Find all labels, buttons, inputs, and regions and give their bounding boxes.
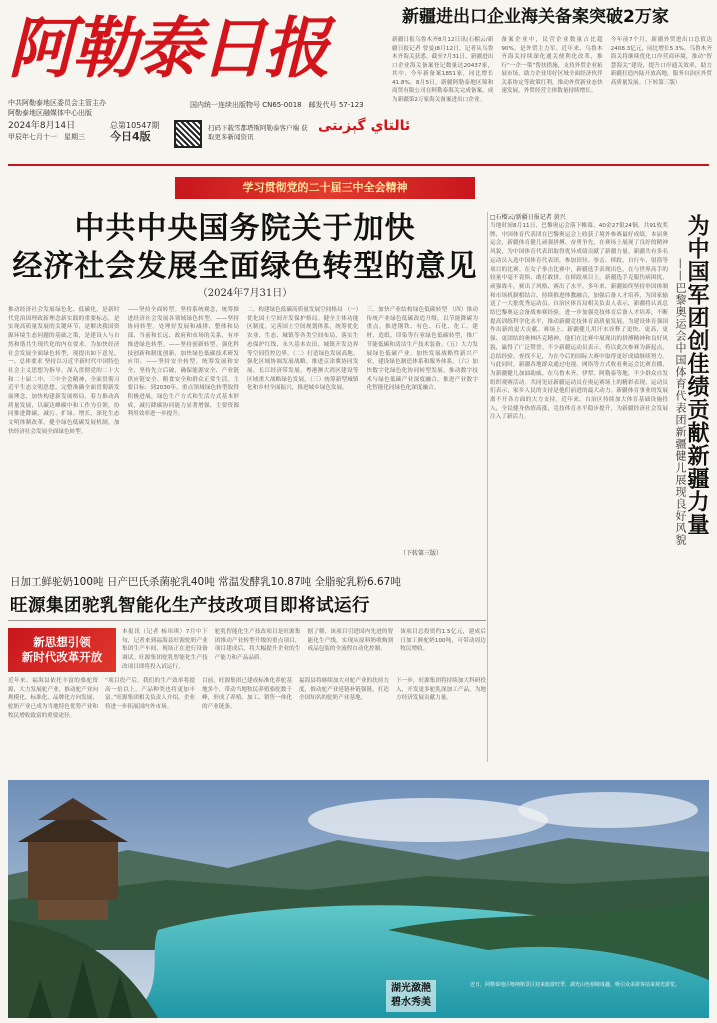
right-story-byline: □石榴云/新疆日报记者 黄兴 — [490, 214, 566, 221]
middle-story-col: 下一步，旺源集团将持续加大科研投入，开发更多驼乳深加工产品，为地方经济发展贡献力量。 — [396, 678, 486, 702]
top-story-col: 备案企业中，民营企业数量占比超90%，是外贸主力军。近年来，乌鲁木齐海关持续深化通关便利化改革，推行“一企一策”帮扶措施，支持外贸企业拓展市场，助力企业用好区域全面经济伙伴关系协定等政策红利，推动外贸新业态快速发展，外贸经营主体数量持续增长。 — [501, 37, 603, 94]
middle-story-col: 近年来，福海县依托丰富的骆驼资源，大力发展驼产业，推动驼产业向规模化、标准化、品牌化方向发展，驼奶产业已成为当地特色优势产业和牧民增收致富的重要途径。 — [8, 678, 98, 719]
right-story-headline[interactable]: 为中国军团创佳绩贡献新疆力量 — [684, 214, 709, 536]
column-divider — [487, 212, 488, 762]
masthead-title: 阿勒泰日报 — [8, 9, 328, 87]
main-headline-line-2: 经济社会发展全面绿色转型的意见 — [12, 249, 478, 284]
cn-number: 国内统一连续出版物号 CN65-0018 邮发代号 57-123 — [190, 101, 364, 109]
continued-note: （下转第三版） — [400, 550, 443, 557]
main-story-col: 推动经济社会发展绿色化、低碳化，是新时代党治国理政新理念新实践的重要标志，是实现高质量发展的关键环节，是解决我国资源环境生态问题的基础之策，是建设人与自然和谐共生现代化的内在要求。为加快经济社会发展全面绿色转型，现提出如下意见。一、总体要求 坚持以习近平新时代中国特色社会主义思想为指导，深入贯彻党的二十大和二十届二中、三中全会精神，全面贯彻习近平生态文明思想，完整准确全面贯彻新发展理念，加快构建新发展格局，着力推动高质量发展，以碳达峰碳中和工作为引领，协同推进降碳、减污、扩绿、增长，深化生态文明体制改革，健全绿色低碳发展机制，加快经济社会发展全面绿色转型。 — [8, 307, 120, 435]
qr-caption: 扫码下载雪都塔斯阿勒泰客户端 获取更多新闻资讯 — [208, 124, 308, 141]
sponsor-line-1: 中共阿勒泰地区委员会主管主办 — [8, 99, 106, 107]
masthead-sponsor — [8, 98, 178, 118]
top-story-col: 新疆日报乌鲁木齐8月12日讯(石榴云/新疆日报记者 曾曼)8月12日，记者从乌鲁木齐海关获悉，截至7月31日，新疆进出口企业海关备案登记数量达20437家，其中，今年新备案1851家，同比增长41.8%。8月5日，新疆阿勒泰地区锦和商贸有限公司在阿勒泰海关完成备案，成为新疆第2万家海关备案进出口企业。 — [392, 37, 494, 103]
issue-total: 总第10547期 — [110, 121, 160, 130]
photo-caption-line-1: 湖光潋滟 — [391, 983, 431, 994]
middle-story-col: 目前，旺源集团已建成标准化养驼基地多个，带动当地牧民养殖骆驼数千峰，形成了养殖、加工、销售一体化的产业链条。 — [202, 678, 292, 711]
main-story-date: （2024年7月31日） — [197, 288, 293, 299]
middle-story-col: 福海县将继续加大对驼产业的扶持力度，推动驼产业延链补链强链，打造全国知名的驼奶产业基地。 — [299, 678, 389, 702]
lunar-weekday: 甲辰年七月十一 星期三 — [8, 133, 85, 141]
top-story — [392, 6, 712, 104]
column-badge — [8, 628, 116, 672]
photo-credit: 近日，阿勒泰地区喀纳斯景区迎来旅游旺季，湖光山色相映成趣，吸引众多游客前来观光游览。 — [470, 982, 681, 988]
top-story-headline[interactable]: 新疆进出口企业海关备案突破2万家 — [402, 7, 669, 27]
badge-line-1: 新思想引领 — [33, 635, 91, 649]
photo-caption-line-2: 碧水秀美 — [391, 997, 431, 1008]
right-story-subtitle: ——巴黎奥运会中国体育代表团新疆健儿展现良好风貌 — [674, 258, 687, 546]
middle-story-body — [8, 677, 486, 765]
middle-story-headline[interactable]: 旺源集团驼乳智能化生产技改项目即将试运行 — [10, 596, 370, 616]
photo-caption — [386, 980, 436, 1012]
top-story-col: 今年前7个月，新疆外贸进出口总值达2408.3亿元，同比增长5.3%。乌鲁木齐海关将继续优化口岸营商环境，推动“智慧海关”建设，提升口岸通关效率，助力新疆打造内陆开放高地，服务自治区外贸高质量发展。（下转第三版） — [610, 37, 712, 86]
masthead-divider — [8, 164, 709, 166]
section-divider — [8, 620, 486, 621]
theme-banner: 学习贯彻党的二十届三中全会精神 — [175, 177, 475, 199]
main-headline[interactable] — [10, 210, 480, 286]
uyghur-title: ئالتاي گېزىتى — [318, 118, 411, 134]
issue-info — [110, 120, 159, 142]
page-count: 今日4版 — [110, 130, 151, 143]
right-story-body: 当地时间8月11日，巴黎奥运会落下帷幕。40金27银24铜，共91枚奖牌，中国体育代表团在巴黎奥运会上收获了境外参赛最好成绩。本届奥运会，新疆体育健儿顽强拼搏、奋勇争先，在赛场上展现了良好的精神风貌，为中国体育代表团取得优异成绩贡献了新疆力量。新疆共有多名运动员入选中国体育代表团，参加田径、拳击、摔跤、自行车、射箭等项目的比赛。在女子拳击比赛中，新疆选手表现出色，在与世界高手的较量中毫不畏惧、敢打敢拼。在摔跤项目上，新疆选手克服伤病困扰，顽强战斗，赛出了风格、赛出了水平。多年来，新疆始终坚持举国体制和市场机制相结合，持续推进体教融合，加强后备人才培养，为国家输送了一大批优秀运动员。自治区体育局相关负责人表示，新疆将认真总结巴黎奥运会备战参赛经验，进一步加强竞技体育后备人才培养，不断提高训练科学化水平，推动新疆竞技体育高质量发展，为建设体育强国作出新的更大贡献。赛场上，新疆健儿用汗水诠释了更快、更高、更强、更团结的奥林匹克精神。他们在比赛中展现出的拼搏精神和良好风貌，赢得了广泛赞誉。不少新疆运动员表示，将以此次参赛为新起点，总结经验、查找不足，为在今后的国际大赛中取得更好成绩继续努力。与此同时，新疆各地群众通过电视、网络等方式收看奥运会比赛直播，为新疆健儿加油助威。在乌鲁木齐、伊犁、阿勒泰等地，不少群众自发组织观赛活动，共同见证新疆运动员在奥运赛场上的精彩表现。运动员们表示，家乡人民的支持是他们前进的最大动力。新疆体育事业的发展离不开各方面的大力支持。近年来，自治区持续加大体育基础设施投入，全民健身热情高涨，竞技体育水平稳步提升，为新疆经济社会发展注入了新活力。 — [490, 223, 668, 421]
sponsor-line-2: 阿勒泰地区融媒体中心出版 — [8, 109, 92, 117]
middle-story-col: 据了解，该项目引进国内先进的智能化生产线，实现从原料奶收购到成品包装的全流程自动化控制。 — [307, 629, 394, 653]
middle-story-col: “项目投产后，我们的生产效率将提高一倍以上，产品种类也将更加丰富。”旺源集团相关负责人介绍，企业将进一步拓展国内外市场。 — [105, 678, 195, 711]
middle-story-col: 本报讯（记者 杨玮琪）7月中下旬，记者来到福海县旺源驼奶产业集团生产车间，现场正在进行设备调试。旺源集团驼乳智能化生产技改项目即将投入试运行。 — [122, 629, 208, 670]
main-headline-line-1: 中共中央国务院关于加快 — [74, 211, 416, 246]
main-story-col: 三、加快产业结构绿色低碳转型 （四）推动传统产业绿色低碳改造升级。以节能降碳为重点，推进钢铁、有色、石化、化工、建材、造纸、印染等行业绿色低碳转型，推广节能低碳和清洁生产技术装备。（五）大力发展绿色低碳产业。加快发展战略性新兴产业，建设绿色制造体系和服务体系。（六）加快数字化绿色化协同转型发展。推动数字技术与绿色低碳产业深度融合，推进产业数字化智能化同绿色化深度融合。 — [366, 307, 478, 392]
middle-story-col: 驼乳智能化生产技改项目是旺源集团推动产业转型升级的重点项目，项目建成后，将大幅提升企业的生产能力和产品品质。 — [214, 629, 301, 662]
main-story-col: ——坚持全面转型。坚持系统观念，统筹推进经济社会发展各领域绿色转型。——坚持协同转型。处理好发展和减排、整体和局部、当前和长远、政府和市场的关系，有序推进绿色转型。——坚持创新转型。强化科技创新和制度创新，加快绿色低碳技术研发应用。——坚持安全转型。统筹发展和安全，坚持先立后破，确保能源安全、产业链供应链安全、粮食安全和群众正常生活。主要目标：到2030年，重点领域绿色转型取得积极进展，绿色生产方式和生活方式基本形成，减污降碳协同能力显著增强，主要资源利用效率进一步提升。 — [127, 307, 239, 418]
middle-story-top-cols — [122, 628, 486, 674]
qr-code-icon[interactable] — [174, 120, 202, 148]
middle-story-col: 该项目总投资约1.5亿元，建成后日加工鲜驼奶100吨，可带动周边牧民增收。 — [400, 629, 486, 653]
middle-story-subhead: 日加工鲜驼奶100吨 日产巴氏杀菌驼乳40吨 常温发酵乳10.87吨 全脂驼乳粉6.67吨 — [10, 576, 401, 588]
main-story-col: 二、构建绿色低碳高质量发展空间格局 （一）优化国土空间开发保护格局。健全主体功能区制度，完善国土空间规划体系，统筹优化农业、生态、城镇等各类空间布局，落实生态保护红线、永久基本农田、城镇开发边界等空间管控边界。（二）打造绿色发展高地。强化区域协调发展战略，推进京津冀协同发展、长江经济带发展、粤港澳大湾区建设等区域重大战略绿色发展。（三）统筹新型城镇化和乡村全面振兴，推进城乡绿色发展。 — [247, 307, 359, 392]
main-story-body — [8, 306, 478, 556]
issue-date: 2024年8月14日 — [8, 121, 76, 131]
badge-line-2: 新时代改革开放 — [21, 650, 103, 664]
